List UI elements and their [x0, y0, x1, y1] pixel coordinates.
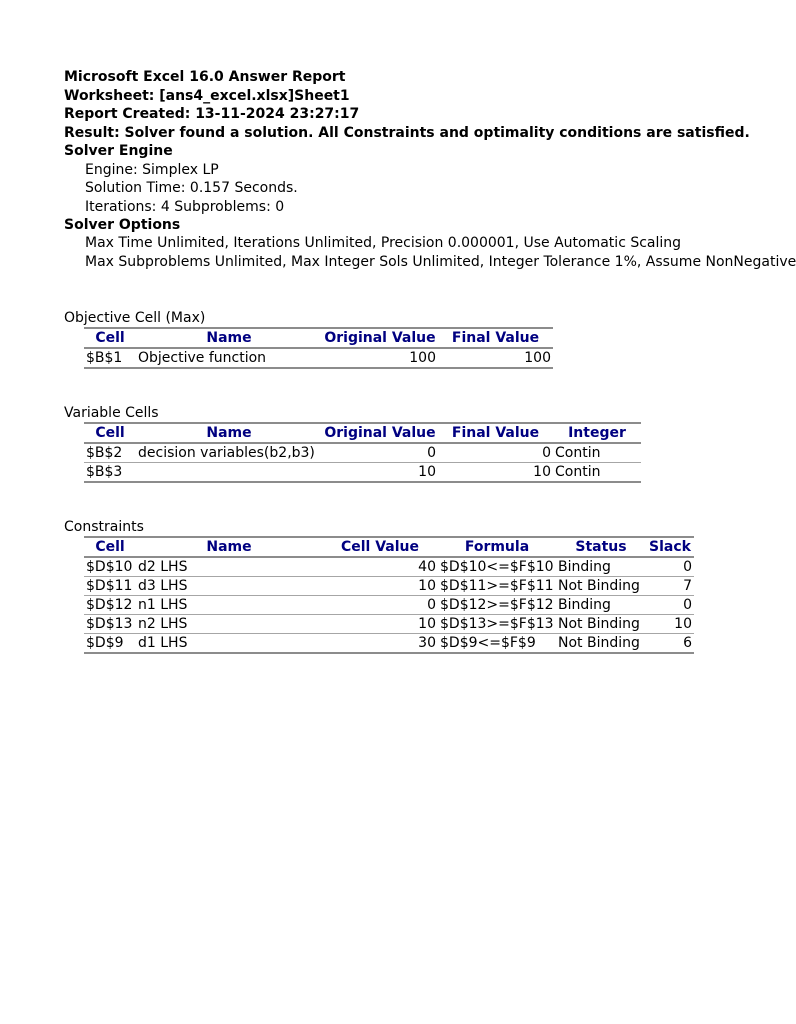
- table-row: [84, 557, 694, 577]
- cell-name: n1 LHS: [138, 597, 188, 613]
- column-header: Integer: [568, 425, 626, 441]
- original-value: 0: [427, 445, 436, 461]
- objective-section-label: Objective Cell (Max): [64, 310, 206, 326]
- solver-options-heading: Solver Options: [64, 217, 181, 233]
- column-header: Final Value: [451, 425, 540, 441]
- final-value: 0: [542, 445, 551, 461]
- slack: 10: [674, 616, 692, 632]
- cell-value: 40: [418, 559, 436, 575]
- cell-ref: $D$13: [86, 616, 133, 632]
- cell-name: Objective function: [138, 350, 267, 366]
- original-value: 10: [418, 464, 436, 480]
- column-header: Name: [206, 330, 252, 346]
- cell-ref: $D$11: [86, 578, 133, 594]
- cell-name: d3 LHS: [138, 578, 188, 594]
- formula: $D$10<=$F$10: [440, 559, 554, 575]
- cell-value: 0: [427, 597, 436, 613]
- status: Binding: [558, 559, 611, 575]
- formula: $D$9<=$F$9: [440, 635, 536, 651]
- column-header: Name: [206, 539, 252, 555]
- iterations-line: Iterations: 4 Subproblems: 0: [85, 199, 285, 215]
- cell-value: 10: [418, 616, 436, 632]
- status: Not Binding: [558, 616, 640, 632]
- status: Binding: [558, 597, 611, 613]
- variables-table: [84, 422, 641, 483]
- status: Not Binding: [558, 635, 640, 651]
- solver-engine-heading: Solver Engine: [64, 143, 173, 159]
- column-header: Name: [206, 425, 252, 441]
- slack: 7: [683, 578, 692, 594]
- cell-value: 30: [418, 635, 436, 651]
- slack: 6: [683, 635, 692, 651]
- constraints-section-label: Constraints: [64, 519, 144, 535]
- options-line-1: Max Time Unlimited, Iterations Unlimited, Precision 0.000001, Use Automatic Scaling: [85, 235, 682, 251]
- formula: $D$11>=$F$11: [440, 578, 554, 594]
- cell-name: decision variables(b2,b3): [138, 445, 315, 461]
- cell-ref: $B$3: [86, 464, 123, 480]
- final-value: 100: [524, 350, 551, 366]
- cell-ref: $D$10: [86, 559, 133, 575]
- cell-name: d1 LHS: [138, 635, 188, 651]
- table-row: [84, 348, 553, 368]
- column-header: Cell Value: [340, 539, 420, 555]
- worksheet-line: Worksheet: [ans4_excel.xlsx]Sheet1: [64, 88, 350, 104]
- cell-ref: $D$9: [86, 635, 124, 651]
- table-header-row: [84, 423, 641, 443]
- table-row: [84, 596, 694, 615]
- column-header: Formula: [464, 539, 530, 555]
- table-header-row: [84, 328, 553, 348]
- table-row: [84, 443, 641, 463]
- column-header: Original Value: [324, 425, 436, 441]
- table-row: [84, 615, 694, 634]
- column-header: Cell: [95, 425, 125, 441]
- options-line-2: Max Subproblems Unlimited, Max Integer Sols Unlimited, Integer Tolerance 1%, Assume NonNegative: [85, 254, 796, 270]
- table-row: [84, 634, 694, 654]
- engine-line: Engine: Simplex LP: [85, 162, 219, 178]
- column-header: Original Value: [324, 330, 436, 346]
- cell-name: [136, 463, 322, 483]
- cell-ref: $B$2: [86, 445, 123, 461]
- cell-name: n2 LHS: [138, 616, 188, 632]
- integer-type: Contin: [555, 445, 601, 461]
- constraints-table: [84, 536, 694, 654]
- final-value: 10: [533, 464, 551, 480]
- result-line: Result: Solver found a solution. All Constraints and optimality conditions are satisfied.: [64, 125, 750, 141]
- report-created-line: Report Created: 13-11-2024 23:27:17: [64, 106, 360, 122]
- table-row: [84, 463, 641, 483]
- cell-name: d2 LHS: [138, 559, 188, 575]
- integer-type: Contin: [555, 464, 601, 480]
- objective-table: [84, 327, 553, 369]
- column-header: Cell: [95, 539, 125, 555]
- table-row: [84, 577, 694, 596]
- variables-section-label: Variable Cells: [64, 405, 159, 421]
- table-header-row: [84, 537, 694, 557]
- cell-ref: $D$12: [86, 597, 133, 613]
- slack: 0: [683, 597, 692, 613]
- cell-ref: $B$1: [86, 350, 123, 366]
- formula: $D$13>=$F$13: [440, 616, 554, 632]
- report-title: Microsoft Excel 16.0 Answer Report: [64, 69, 346, 85]
- column-header: Status: [575, 539, 627, 555]
- column-header: Cell: [95, 330, 125, 346]
- column-header: Final Value: [451, 330, 540, 346]
- cell-value: 10: [418, 578, 436, 594]
- column-header: Slack: [649, 539, 691, 555]
- solution-time-line: Solution Time: 0.157 Seconds.: [85, 180, 298, 196]
- status: Not Binding: [558, 578, 640, 594]
- slack: 0: [683, 559, 692, 575]
- formula: $D$12>=$F$12: [440, 597, 554, 613]
- original-value: 100: [409, 350, 436, 366]
